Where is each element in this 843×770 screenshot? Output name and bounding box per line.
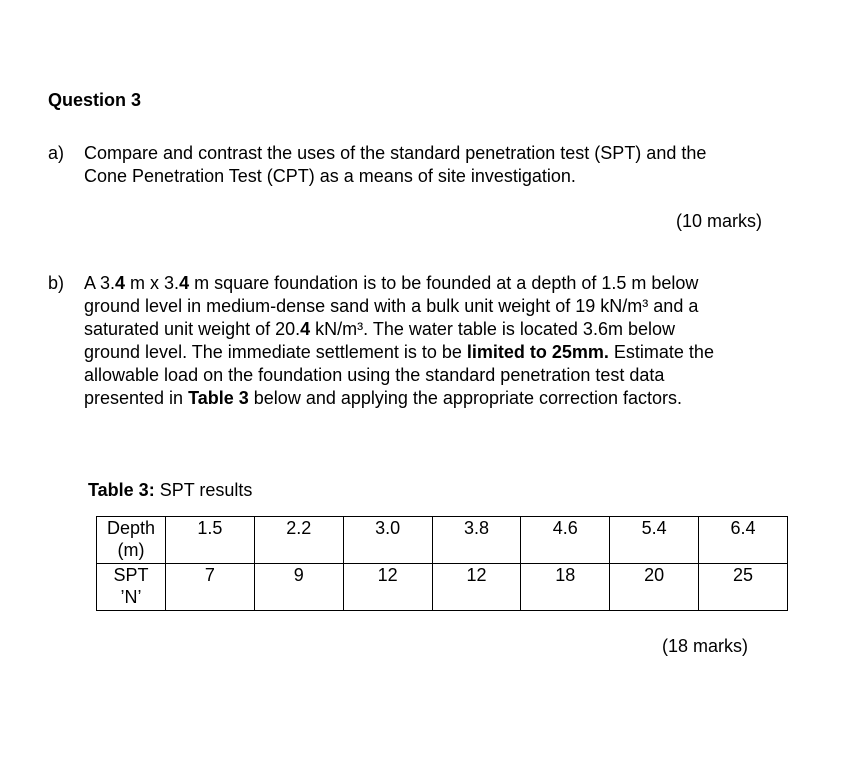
part-b-text-span: below and applying the appropriate correction factors. xyxy=(248,388,683,408)
part-b-line-3 xyxy=(84,318,824,341)
table-row-spt xyxy=(97,564,788,611)
part-a-line-2: Cone Penetration Test (CPT) as a means of site investigation. xyxy=(84,166,576,186)
depth-cell: 5.4 xyxy=(610,517,699,564)
part-b-line-4 xyxy=(84,341,824,364)
part-b-bold-span: 4 xyxy=(300,319,311,339)
part-b-text-span: A 3. xyxy=(84,273,116,293)
part-b-line-1 xyxy=(84,272,824,295)
depth-cell: 6.4 xyxy=(699,517,788,564)
part-b-bold-span: 4 xyxy=(115,273,126,293)
part-b-text-span: presented in xyxy=(84,388,189,408)
spt-n-cell: 12 xyxy=(432,564,521,611)
table-caption-bold: Table 3: xyxy=(88,480,155,500)
part-b-bold-span: Table 3 xyxy=(188,388,249,408)
depth-header-line-1: Depth xyxy=(106,518,156,538)
part-b-text-span: ground level. The immediate settlement is to be xyxy=(84,342,467,362)
spt-header-line-1: SPT xyxy=(113,565,149,585)
table-caption-text: SPT results xyxy=(154,480,253,500)
spt-n-cell: 18 xyxy=(521,564,610,611)
part-b-bold-span: 4 xyxy=(179,273,190,293)
spt-results-table xyxy=(96,516,788,611)
spt-n-cell: 7 xyxy=(166,564,255,611)
part-a-line-1: Compare and contrast the uses of the standard penetration test (SPT) and the xyxy=(84,143,707,163)
part-b-bold-span: limited to 25mm. xyxy=(466,342,609,362)
part-b-text-span: m square foundation is to be founded at a depth of 1.5 m below xyxy=(189,273,699,293)
spt-n-cell: 25 xyxy=(699,564,788,611)
part-b-text-span: Estimate the xyxy=(608,342,714,362)
part-a-label: a) xyxy=(48,143,65,163)
part-b-line-2: ground level in medium-dense sand with a bulk unit weight of 19 kN/m³ and a xyxy=(84,296,699,316)
part-b-text-span: kN/m³. The water table is located 3.6m below xyxy=(310,319,675,339)
spt-n-cell: 20 xyxy=(610,564,699,611)
depth-cell: 3.0 xyxy=(343,517,432,564)
part-a-marks: (10 marks) xyxy=(675,211,762,231)
depth-header-cell xyxy=(97,517,166,564)
depth-header-line-2: (m) xyxy=(117,540,145,560)
table-caption xyxy=(88,479,252,501)
part-b-line-6 xyxy=(84,387,824,410)
part-b-text-span: saturated unit weight of 20. xyxy=(84,319,301,339)
depth-cell: 4.6 xyxy=(521,517,610,564)
part-b-line-5: allowable load on the foundation using the standard penetration test data xyxy=(84,365,665,385)
spt-n-cell: 12 xyxy=(343,564,432,611)
spt-header-line-2: ’N’ xyxy=(120,587,142,607)
question-title: Question 3 xyxy=(48,90,142,110)
depth-cell: 2.2 xyxy=(254,517,343,564)
depth-cell: 3.8 xyxy=(432,517,521,564)
part-a-text xyxy=(84,142,804,188)
part-b-marks: (18 marks) xyxy=(661,636,748,656)
table-row-depth xyxy=(97,517,788,564)
spt-header-cell xyxy=(97,564,166,611)
spt-n-cell: 9 xyxy=(254,564,343,611)
part-b-text xyxy=(84,272,824,410)
part-b-label: b) xyxy=(48,273,65,293)
part-b-text-span: m x 3. xyxy=(125,273,180,293)
depth-cell: 1.5 xyxy=(166,517,255,564)
